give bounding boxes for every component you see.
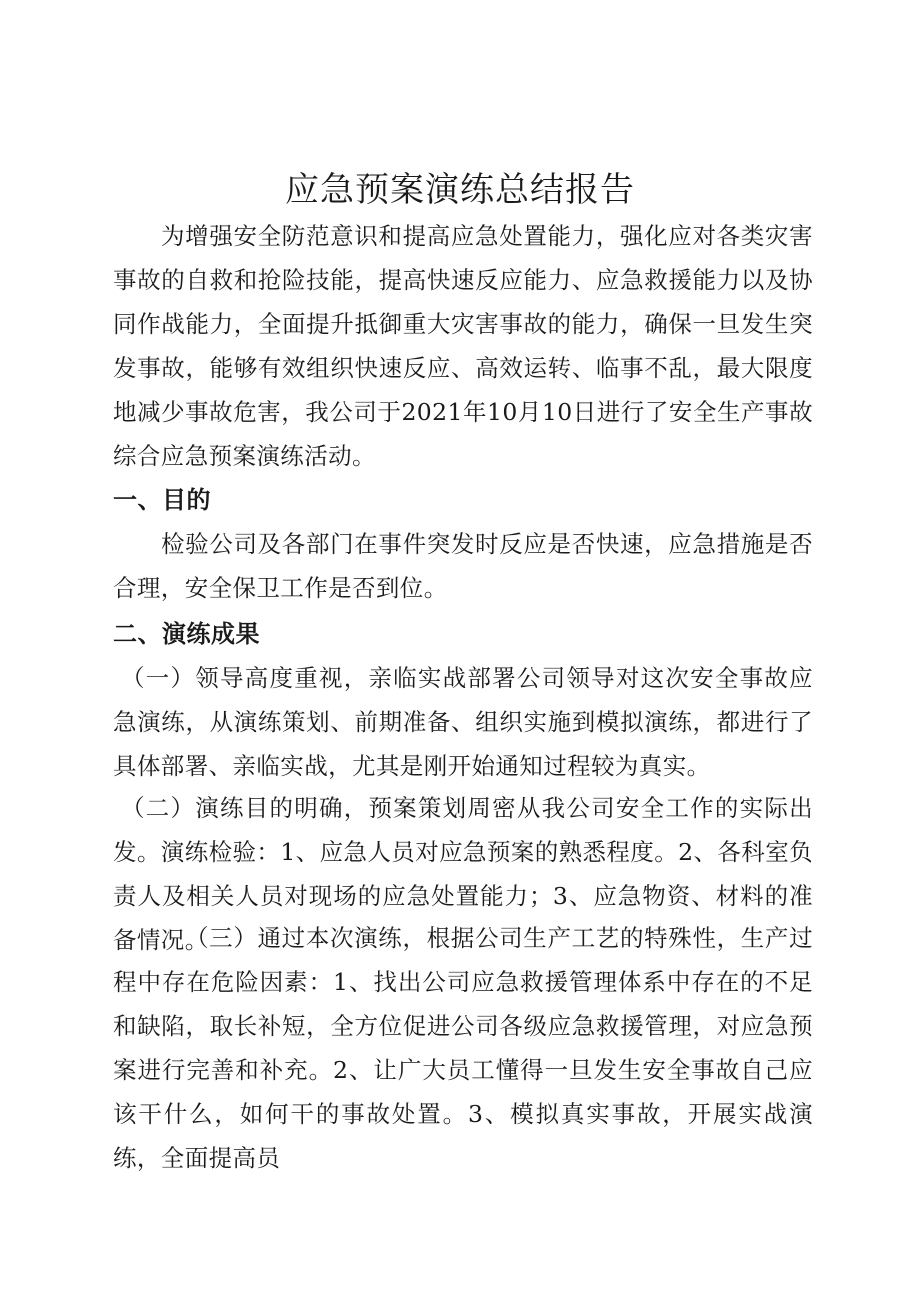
section-heading-results: 二、演练成果 <box>113 620 260 648</box>
purpose-paragraph: 检验公司及各部门在事件突发时反应是否快速，应急措施是否合理，安全保卫工作是否到位。 <box>113 530 813 602</box>
results-item-3: （三）通过本次演练，根据公司生产工艺的特殊性，生产过程中存在危险因素：1、找出公司应急救援管理体系中存在的不足和缺陷，取长补短，全方位促进公司各级应急救援管理，对应急预案进行完善和补充。2、让广大员工懂得一旦发生安全事故自己应该干什么，如何干的事故处置。3、模拟真实事故，开展实战演练，全面提高员 <box>113 924 813 1172</box>
results-item-1: （一）领导高度重视，亲临实战部署公司领导对这次安全事故应急演练，从演练策划、前期准备、组织实施到模拟演练，都进行了具体部署、亲临实战，尤其是刚开始通知过程较为真实。 <box>113 664 813 780</box>
intro-paragraph: 为增强安全防范意识和提高应急处置能力，强化应对各类灾害事故的自救和抢险技能，提高快速反应能力、应急救援能力以及协同作战能力，全面提升抵御重大灾害事故的能力，确保一旦发生突发事故，能够有效组织快速反应、高效运转、临事不乱，最大限度地减少事故危害，我公司于2021年10月10日进行了安全生产事故综合应急预案演练活动。 <box>113 222 813 470</box>
results-item-2: （二）演练目的明确，预案策划周密从我公司安全工作的实际出发。演练检验：1、应急人员对应急预案的熟悉程度。2、各科室负责人及相关人员对现场的应急处置能力；3、应急物资、材料的准备情况。 <box>113 794 813 954</box>
document-title: 应急预案演练总结报告 <box>285 170 635 210</box>
section-heading-purpose: 一、目的 <box>113 486 211 514</box>
